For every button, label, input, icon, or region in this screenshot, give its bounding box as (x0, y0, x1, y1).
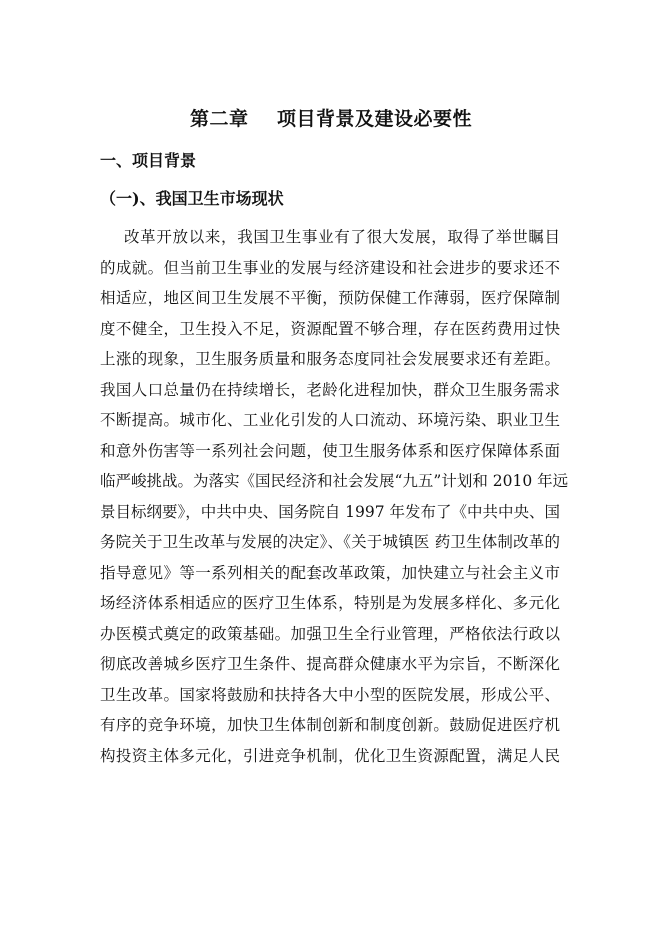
paragraph-line: 务院关于卫生改革与发展的决定》、《关于城镇医 药卫生体制改革的 (100, 533, 560, 551)
paragraph-line: 改革开放以来，我国卫生事业有了很大发展，取得了举世瞩目 (124, 228, 560, 246)
paragraph-line: 不断提高。城市化、工业化引发的人口流动、环境污染、职业卫生 (100, 411, 560, 429)
paragraph-line: 我国人口总量仍在持续增长，老龄化进程加快，群众卫生服务需求 (100, 380, 560, 399)
paragraph-line: 彻底改善城乡医疗卫生条件、提高群众健康水平为宗旨，不断深化 (100, 655, 560, 673)
paragraph-line: 临严峻挑战。为落实《国民经济和社会发展“九五”计划和 2010 年远 (100, 472, 569, 490)
paragraph-line: 场经济体系相适应的医疗卫生体系，特别是为发展多样化、多元化 (100, 594, 560, 612)
paragraph-line: 构投资主体多元化，引进竞争机制，优化卫生资源配置，满足人民 (100, 746, 560, 765)
paragraph-line: 的成就。但当前卫生事业的发展与经济建设和社会进步的要求还不 (100, 258, 560, 277)
paragraph-line: 指导意见》等一系列相关的配套改革政策，加快建立与社会主义市 (100, 563, 560, 582)
subsection-heading: （一)、我国卫生市场现状 (100, 189, 284, 208)
paragraph-line: 景目标纲要》，中共中央、国务院自 1997 年发布了《中共中央、国 (100, 502, 561, 521)
paragraph-line: 度不健全，卫生投入不足，资源配置不够合理，存在医药费用过快 (100, 319, 560, 338)
paragraph-line: 相适应，地区间卫生发展不平衡，预防保健工作薄弱，医疗保障制 (100, 289, 560, 307)
chapter-title: 第二章 项目背景及建设必要性 (190, 108, 472, 130)
paragraph-line: 卫生改革。国家将鼓励和扶持各大中小型的医院发展，形成公平、 (100, 685, 560, 704)
section-heading: 一、项目背景 (100, 151, 197, 170)
body-paragraph (100, 222, 569, 771)
paragraph-line: 有序的竞争环境，加快卫生体制创新和制度创新。鼓励促进医疗机 (100, 716, 560, 734)
paragraph-line: 和意外伤害等一系列社会问题，使卫生服务体系和医疗保障体系面 (100, 441, 560, 460)
paragraph-line: 办医模式奠定的政策基础。加强卫生全行业管理，严格依法行政以 (100, 624, 560, 643)
paragraph-line: 上涨的现象，卫生服务质量和服务态度同社会发展要求还有差距。 (100, 350, 560, 368)
